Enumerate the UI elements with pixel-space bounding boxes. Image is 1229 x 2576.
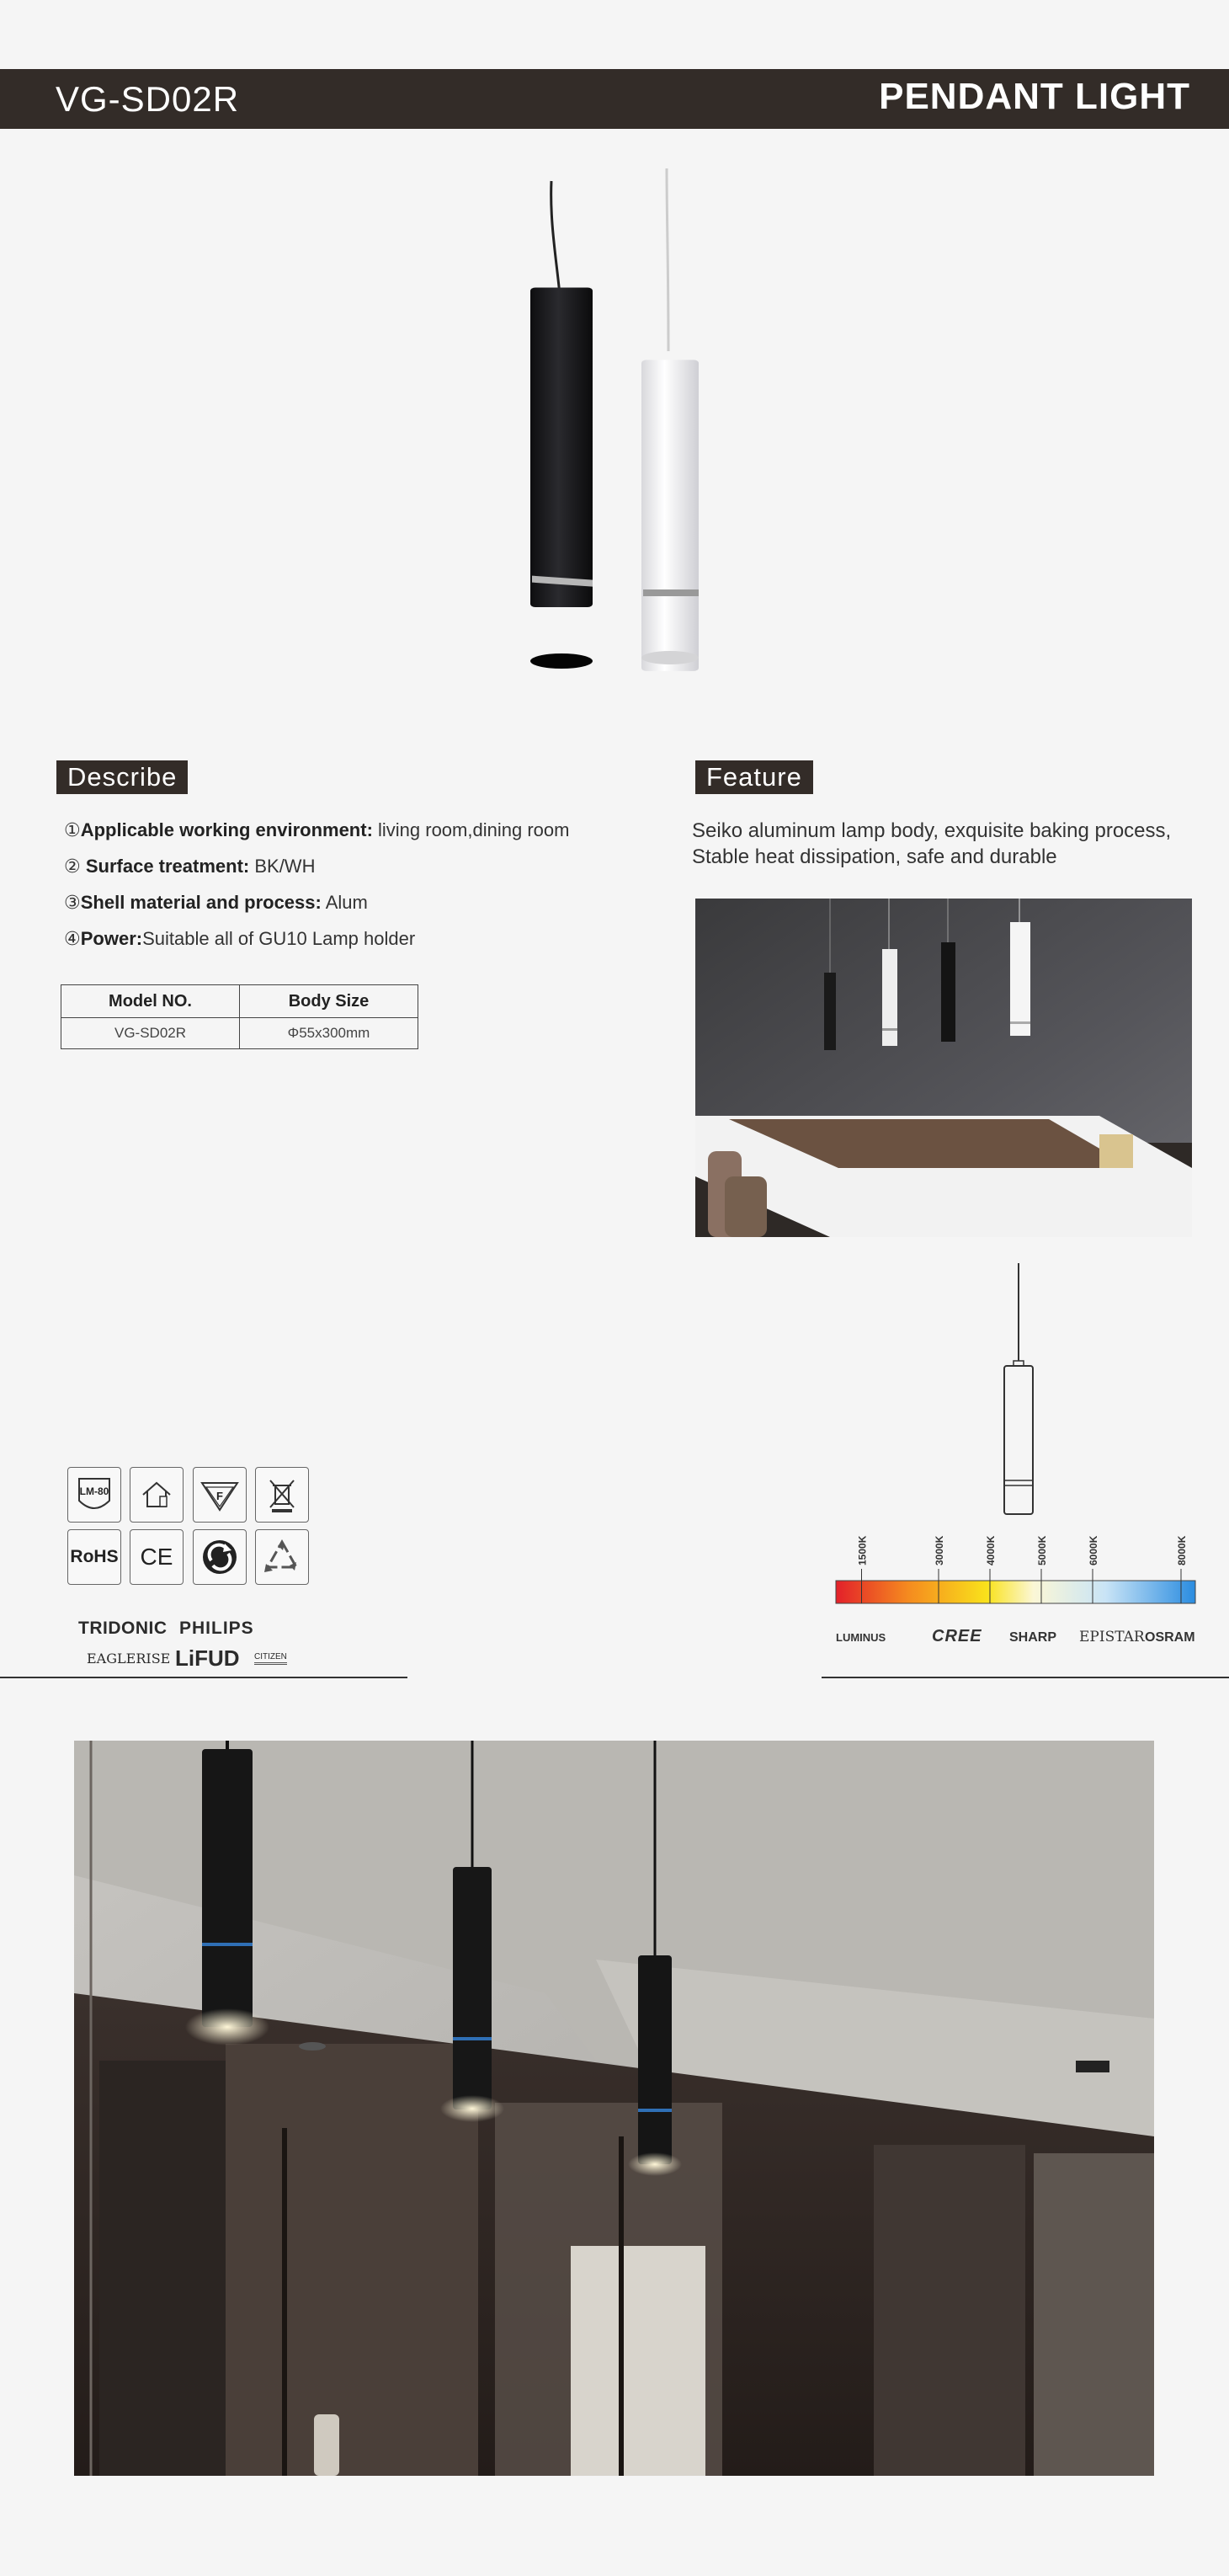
brand-philips: PHILIPS [179,1619,254,1638]
spec-item: ③Shell material and process: Alum [64,892,368,913]
weee-bin-icon [255,1467,309,1523]
model-title: VG-SD02R [56,79,240,119]
table-header-row [61,985,418,1018]
chip-brand-sharp: SHARP [1009,1630,1057,1645]
chip-brand-luminus: LUMINUS [836,1631,886,1644]
f-mark-icon [193,1467,247,1523]
spec-table [61,984,418,1049]
cct-label: 6000K [1088,1535,1099,1565]
recycle-arrow-icon [193,1529,247,1585]
chip-brand-epistar: EPISTAR [1079,1629,1145,1645]
brand-eaglerise: EAGLERISE [87,1651,171,1667]
brand-citizen: CITIZEN [254,1652,287,1665]
cct-label: 1500K [856,1535,869,1565]
rohs-icon: RoHS [67,1529,121,1585]
brand-lifud: LiFUD [175,1645,240,1671]
table-cell: Φ55x300mm [240,1018,418,1049]
dimension-line-drawing [993,1263,1044,1516]
cct-label: 5000K [1036,1535,1048,1565]
category-title: PENDANT LIGHT [879,76,1190,117]
table-header: Body Size [240,985,418,1018]
divider-right [822,1677,1229,1678]
white-cable [667,168,668,351]
spec-item: ④Power:Suitable all of GU10 Lamp holder [64,928,416,949]
feature-text: Seiko aluminum lamp body, exquisite baking process, [692,819,1172,842]
dining-room-photo [695,899,1192,1237]
spec-item: ② Surface treatment: BK/WH [64,856,316,877]
table-cell: VG-SD02R [61,1018,240,1049]
spec-item: ①Applicable working environment: living room,dining room [64,819,570,840]
cct-label: 3000K [934,1535,945,1565]
cct-label: 4000K [985,1535,997,1565]
svg-text:F: F [216,1490,223,1502]
black-pendant-body [530,288,593,608]
chip-brand-cree: CREE [932,1627,982,1645]
color-temperature-bar [829,1528,1200,1613]
ce-icon: CE [130,1529,184,1585]
table-row [61,1018,418,1049]
divider-left [0,1677,407,1678]
feature-text: Stable heat dissipation, safe and durable [692,845,1057,868]
white-pendant-body [641,360,699,671]
home-icon [130,1467,184,1523]
recycle-triangle-icon [255,1529,309,1585]
interior-scene-photo [74,1741,1154,2476]
lm80-icon [67,1467,121,1523]
table-header: Model NO. [61,985,240,1018]
product-hero-image [488,164,741,678]
chip-brand-osram: OSRAM [1145,1630,1195,1645]
cct-label: 8000K [1176,1535,1188,1565]
svg-text:LM-80: LM-80 [79,1485,109,1497]
feature-heading: Feature [695,760,813,794]
describe-heading: Describe [56,760,188,794]
brand-tridonic: TRIDONIC [78,1619,168,1638]
